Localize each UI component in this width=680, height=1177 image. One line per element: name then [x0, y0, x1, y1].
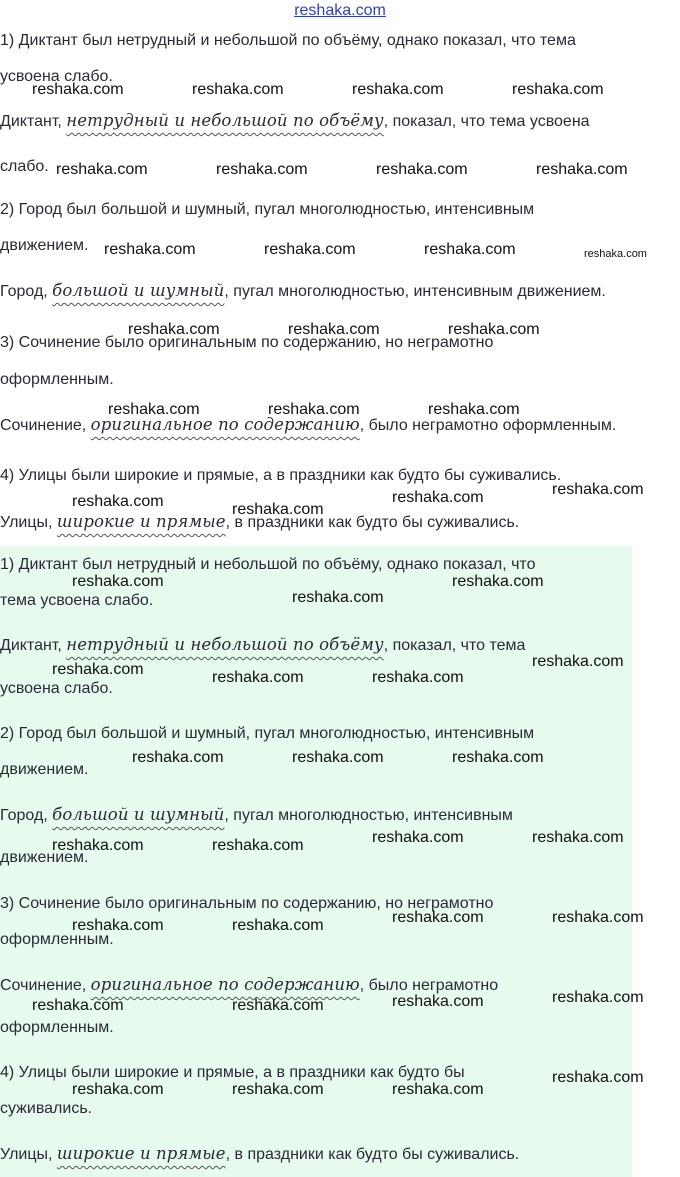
b-sentence-2-line-2: движением. [0, 761, 89, 778]
watermark: reshaka.com [232, 997, 324, 1014]
b-answer-1-participial: нетрудный и небольшой по объёму [66, 635, 384, 654]
watermark: reshaka.com [32, 81, 124, 98]
b-answer-3-participial: оригинальное по содержанию [90, 975, 360, 994]
sentence-1-line-2: усвоена слабо. [0, 68, 113, 85]
b-answer-1-line-1 [0, 635, 525, 656]
answer-2 [0, 281, 606, 302]
b-sentence-4-line-2: суживались. [0, 1100, 93, 1117]
watermark: reshaka.com [452, 749, 544, 766]
answer-1-participial: нетрудный и небольшой по объёму [66, 111, 384, 130]
watermark: reshaka.com [552, 909, 644, 926]
answer-1-pre: Диктант, [0, 113, 67, 130]
sentence-3-line-1: 3) Сочинение было оригинальным по содержанию, но неграмотно [0, 334, 494, 351]
watermark: reshaka.com [392, 909, 484, 926]
watermark: reshaka.com [552, 989, 644, 1006]
watermark: reshaka.com [132, 749, 224, 766]
b-sentence-1-line-1: 1) Диктант был нетрудный и небольшой по объёму, однако показал, что [0, 556, 536, 573]
watermark: reshaka.com [512, 81, 604, 98]
watermark: reshaka.com [584, 248, 647, 260]
b-answer-3-pre: Сочинение, [0, 977, 91, 994]
watermark: reshaka.com [216, 161, 308, 178]
b-answer-4-pre: Улицы, [0, 1146, 57, 1163]
b-answer-1-line-2: усвоена слабо. [0, 680, 113, 697]
watermark: reshaka.com [372, 669, 464, 686]
site-link[interactable]: reshaka.com [294, 2, 386, 19]
watermark: reshaka.com [352, 81, 444, 98]
answer-1-post: , показал, что тема усвоена [383, 113, 590, 130]
watermark: reshaka.com [52, 837, 144, 854]
sentence-3-line-2: оформленным. [0, 371, 114, 388]
watermark: reshaka.com [52, 661, 144, 678]
watermark: reshaka.com [392, 489, 484, 506]
answer-3-post: , было неграмотно оформленным. [359, 417, 617, 434]
b-answer-4-participial: широкие и прямые [56, 1144, 226, 1163]
answer-4-pre: Улицы, [0, 514, 57, 531]
watermark: reshaka.com [532, 653, 624, 670]
watermark: reshaka.com [552, 481, 644, 498]
b-sentence-1-line-2: тема усвоена слабо. [0, 592, 154, 609]
answer-1-line-1 [0, 111, 590, 132]
b-answer-3-line-2: оформленным. [0, 1019, 114, 1036]
b-sentence-3-line-2: оформленным. [0, 931, 114, 948]
answer-4-participial: широкие и прямые [56, 512, 226, 531]
watermark: reshaka.com [104, 241, 196, 258]
sentence-4: 4) Улицы были широкие и прямые, а в праздники как будто бы суживались. [0, 467, 562, 484]
watermark: reshaka.com [192, 81, 284, 98]
watermark: reshaka.com [232, 501, 324, 518]
watermark: reshaka.com [532, 829, 624, 846]
watermark: reshaka.com [452, 573, 544, 590]
b-answer-1-post: , показал, что тема [383, 637, 526, 654]
watermark: reshaka.com [72, 493, 164, 510]
b-answer-4 [0, 1144, 519, 1165]
b-sentence-2-line-1: 2) Город был большой и шумный, пугал многолюдностью, интенсивным [0, 725, 535, 742]
watermark: reshaka.com [32, 997, 124, 1014]
sentence-2-line-2: движением. [0, 237, 89, 254]
watermark: reshaka.com [428, 401, 520, 418]
watermark: reshaka.com [108, 401, 200, 418]
watermark: reshaka.com [232, 1081, 324, 1098]
watermark: reshaka.com [232, 917, 324, 934]
b-sentence-3-line-1: 3) Сочинение было оригинальным по содержанию, но неграмотно [0, 895, 494, 912]
watermark: reshaka.com [72, 1081, 164, 1098]
watermark: reshaka.com [72, 573, 164, 590]
watermark: reshaka.com [128, 321, 220, 338]
b-answer-4-post: , в праздники как будто бы суживались. [225, 1146, 520, 1163]
answer-2-participial: большой и шумный [52, 281, 225, 300]
answer-3-participial: оригинальное по содержанию [90, 415, 360, 434]
b-answer-2-post: , пугал многолюдностью, интенсивным [224, 807, 513, 824]
watermark: reshaka.com [72, 917, 164, 934]
answer-2-post: , пугал многолюдностью, интенсивным движением. [224, 283, 606, 300]
b-answer-1-pre: Диктант, [0, 637, 67, 654]
watermark: reshaka.com [212, 837, 304, 854]
answer-1-line-2: слабо. [0, 158, 49, 175]
b-sentence-4-line-1: 4) Улицы были широкие и прямые, а в праздники как будто бы [0, 1064, 465, 1081]
watermark: reshaka.com [264, 241, 356, 258]
sentence-1-line-1: 1) Диктант был нетрудный и небольшой по объёму, однако показал, что тема [0, 32, 576, 49]
watermark: reshaka.com [56, 161, 148, 178]
answer-4-post: , в праздники как будто бы суживались. [225, 514, 520, 531]
b-answer-3-post: , было неграмотно [359, 977, 499, 994]
answer-2-pre: Город, [0, 283, 53, 300]
b-answer-2-line-1 [0, 805, 513, 826]
watermark: reshaka.com [392, 1081, 484, 1098]
b-answer-2-pre: Город, [0, 807, 53, 824]
b-answer-2-line-2: движением. [0, 849, 89, 866]
watermark: reshaka.com [552, 1069, 644, 1086]
watermark: reshaka.com [268, 401, 360, 418]
watermark: reshaka.com [448, 321, 540, 338]
watermark: reshaka.com [392, 993, 484, 1010]
watermark: reshaka.com [292, 749, 384, 766]
watermark: reshaka.com [292, 589, 384, 606]
watermark: reshaka.com [424, 241, 516, 258]
watermark: reshaka.com [536, 161, 628, 178]
answer-3-pre: Сочинение, [0, 417, 91, 434]
watermark: reshaka.com [288, 321, 380, 338]
watermark: reshaka.com [372, 829, 464, 846]
sentence-2-line-1: 2) Город был большой и шумный, пугал многолюдностью, интенсивным [0, 201, 535, 218]
watermark: reshaka.com [376, 161, 468, 178]
watermark: reshaka.com [212, 669, 304, 686]
b-answer-2-participial: большой и шумный [52, 805, 225, 824]
